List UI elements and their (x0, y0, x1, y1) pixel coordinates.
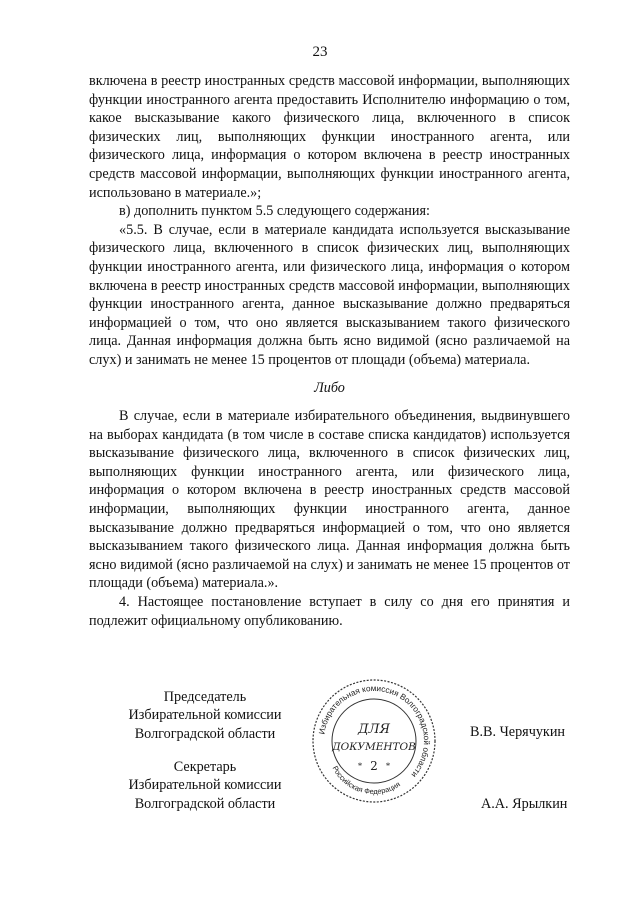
page-number: 23 (312, 44, 328, 60)
secretary-name: А.А. Ярылкин (481, 796, 568, 812)
stamp-number: 2 (370, 759, 378, 773)
stamp-line1: ДЛЯ (358, 722, 390, 737)
stamp-ring-text: Избирательная комиссия Волгоградской области (317, 683, 432, 780)
alternative-heading: Либо (314, 379, 345, 396)
secretary-title-block (105, 758, 305, 813)
svg-text:Российская Федерация (331, 764, 402, 796)
paragraph-5-5: «5.5. В случае, если в материале кандидата используется высказывание физического лица, включенного в список физических лиц, выполняющих функции иностранного агента, или физического лица, информация о котором включена в реестр иностранных средств массовой информации, выполняющих функции иностранного агента, данное высказывание должно предваряться информацией о том, что оно является высказыванием такого физического лица. Данная информация должна быть ясно видимой (ясно различаемой на слух) и занимать не менее 15 процентов от площади (объема) материала. (89, 221, 570, 368)
stamp-line2: ДОКУМЕНТОВ (332, 741, 416, 753)
stamp-bottom-text: Российская Федерация (330, 764, 402, 797)
paragraph-4: 4. Настоящее постановление вступает в силу со дня его принятия и подлежит официальному опубликованию. (89, 594, 570, 629)
star-icon: * (357, 761, 363, 771)
chair-title-line: Председатель (163, 689, 247, 705)
chair-title-line: Волгоградской области (134, 725, 276, 742)
secretary-title-line: Секретарь (173, 759, 237, 775)
paragraph-alternative: В случае, если в материале избирательного объединения, выдвинувшего на выборах кандидата (в том числе в составе списка кандидатов) используется высказывание физического лица, включенного в список физических лиц, выполняющих функции иностранного агента, или физического лица, информация о котором включена в реестр иностранных средств массовой информации, выполняющих функции иностранного агента, данное высказывание должно предваряться информацией о том, что оно является высказыванием такого физического лица. Данная информация должна быть ясно видимой (ясно различаемой на слух) и занимать не менее 15 процентов от площади (объема) материала.». (89, 408, 570, 592)
secretary-title-line: Избирательной комиссии (128, 777, 282, 794)
official-stamp (311, 678, 437, 804)
chair-name: В.В. Черячукин (470, 724, 566, 740)
secretary-title-line: Волгоградской области (134, 795, 276, 812)
paragraph-continuation: включена в реестр иностранных средств массовой информации, выполняющих функции иностранного агента предоставить Исполнителю информацию о том, какое высказывание какого физического лица, включенного в список физических лиц, выполняющих функции иностранного агента, или физического лица, информация о котором включена в реестр иностранных средств массовой информации, выполняющих функции иностранного агента, использовано в материале.»; (89, 73, 570, 201)
chair-title-block (105, 688, 305, 743)
star-icon: * (385, 761, 391, 771)
paragraph-item-v: в) дополнить пунктом 5.5 следующего содержания: (119, 203, 430, 220)
chair-title-line: Избирательной комиссии (128, 707, 282, 724)
